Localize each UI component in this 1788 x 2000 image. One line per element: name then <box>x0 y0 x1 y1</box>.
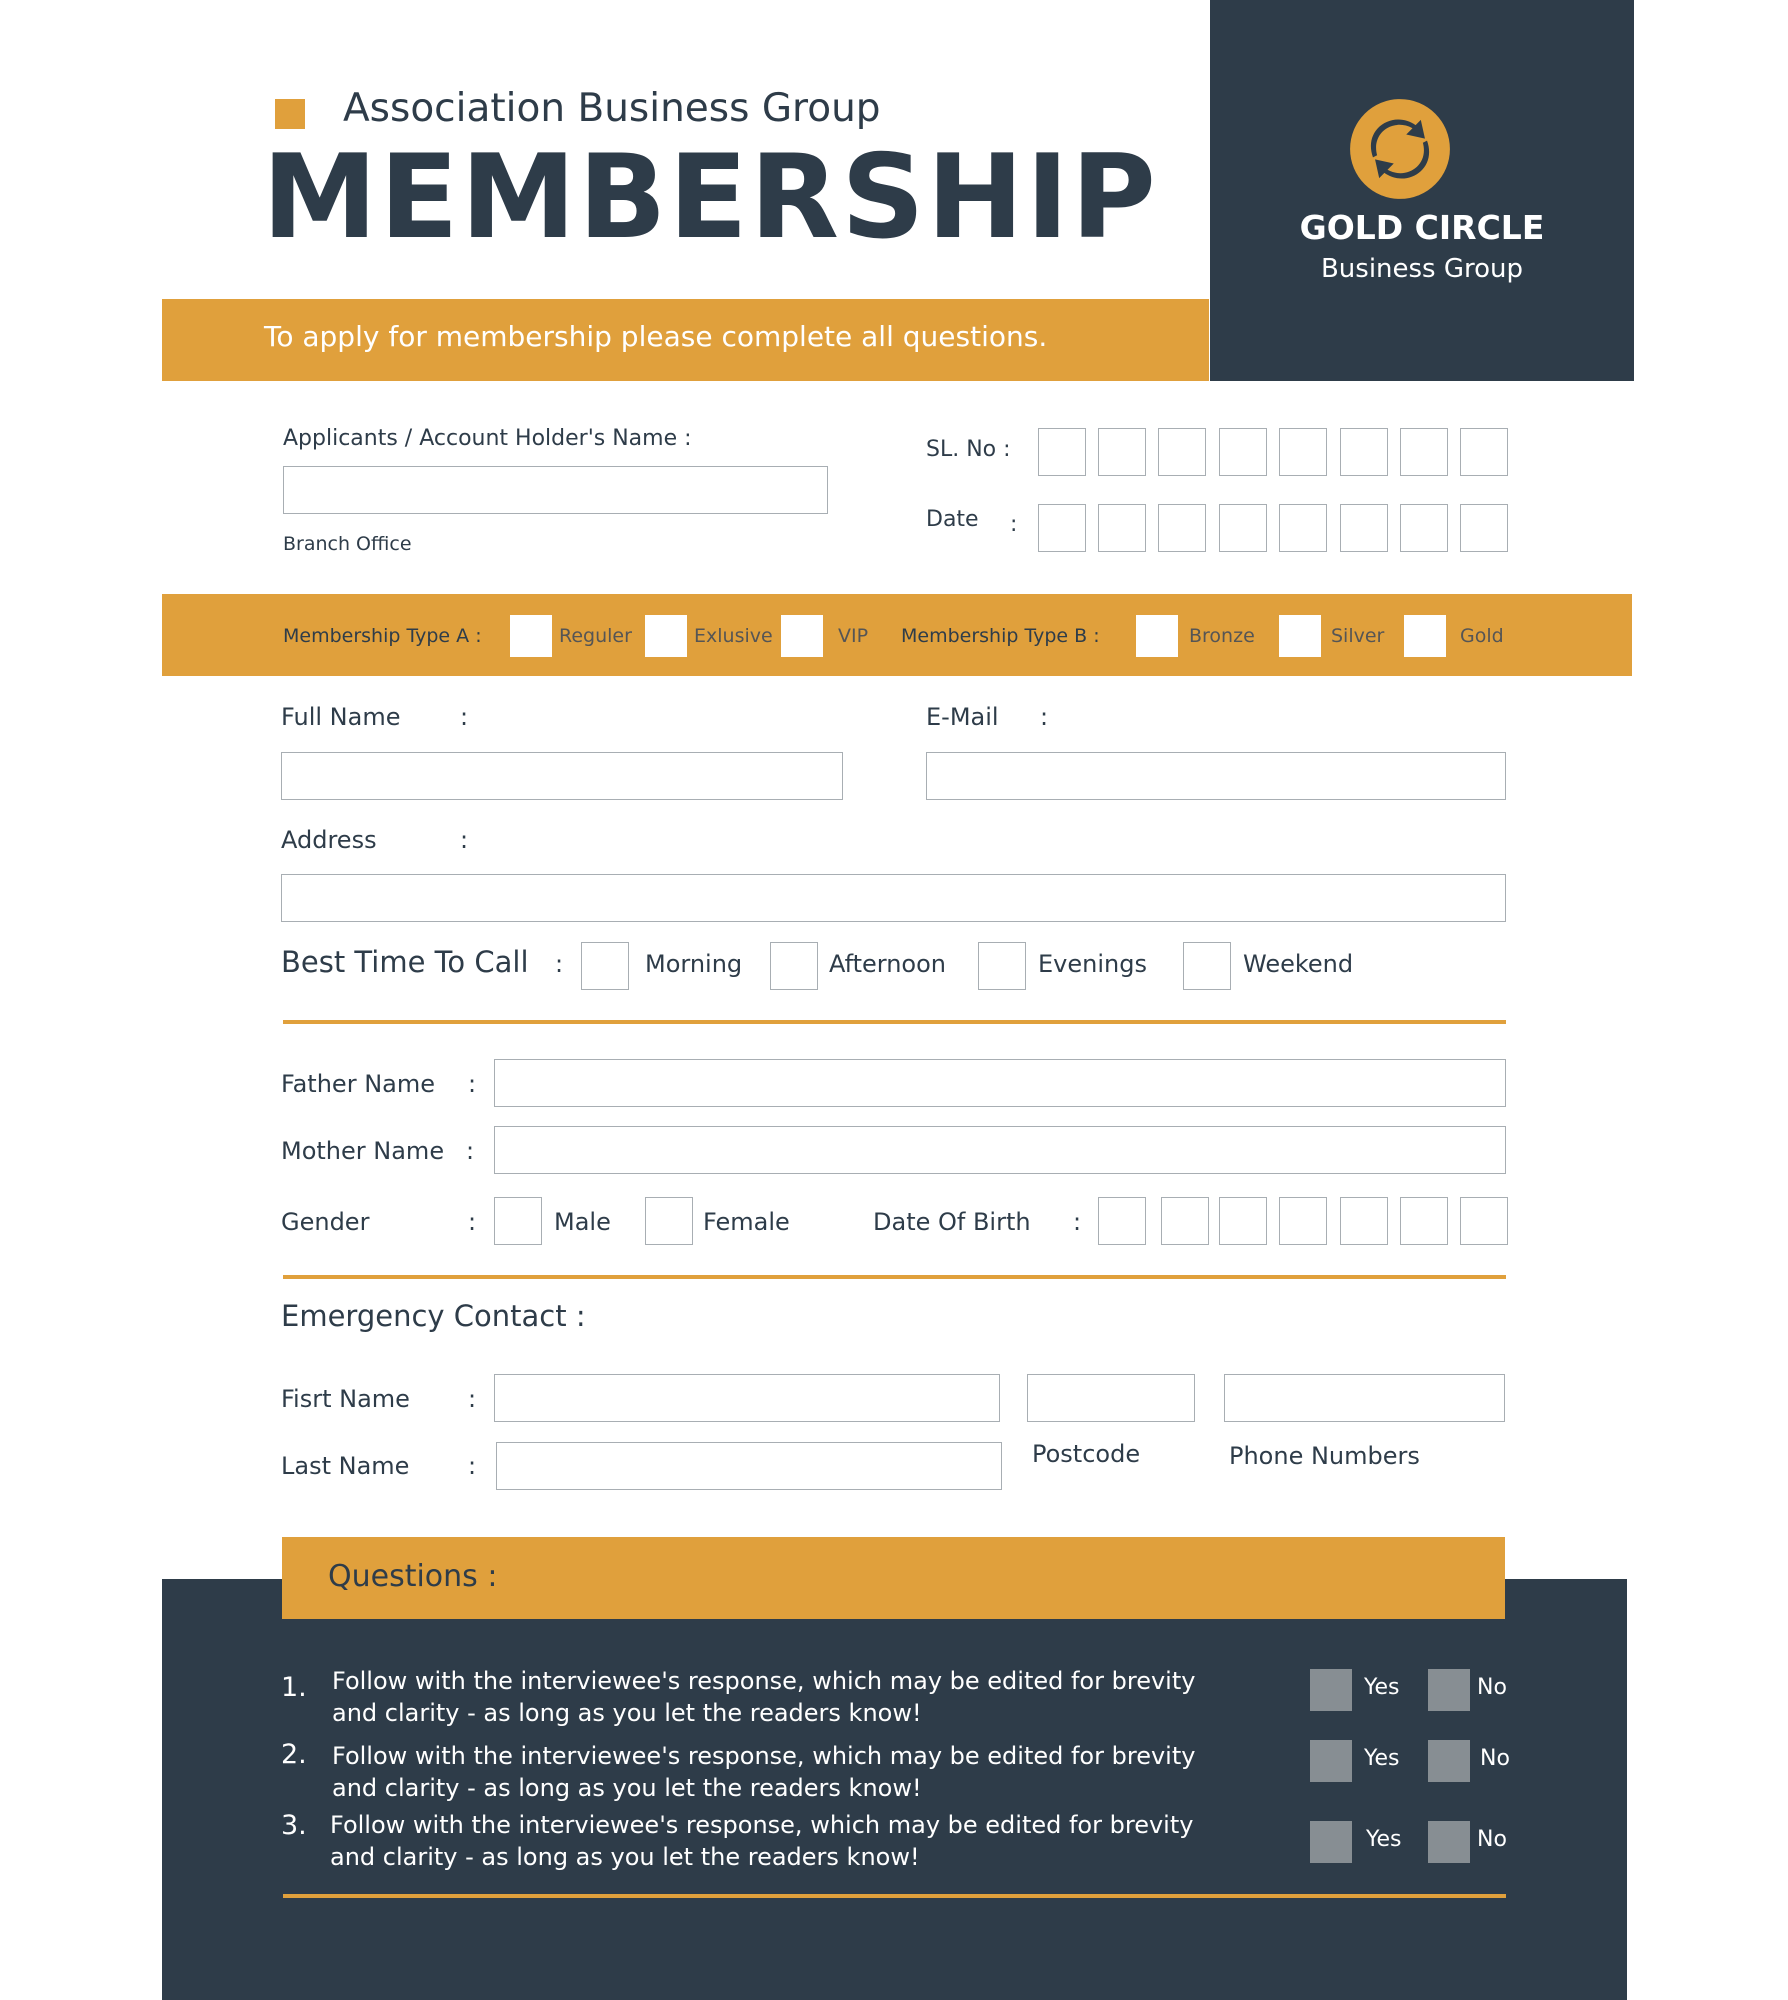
no-label: No <box>1480 1746 1510 1771</box>
father-name-field[interactable] <box>494 1059 1506 1107</box>
question-3-yes-checkbox[interactable] <box>1310 1821 1352 1863</box>
question-2-no-checkbox[interactable] <box>1428 1740 1470 1782</box>
option-gold-label: Gold <box>1460 625 1504 647</box>
mother-name-field[interactable] <box>494 1126 1506 1174</box>
dob-digit-box[interactable] <box>1161 1197 1209 1245</box>
yes-label: Yes <box>1364 1675 1400 1700</box>
logo-name: GOLD CIRCLE <box>1299 208 1545 247</box>
option-evenings-label: Evenings <box>1038 950 1147 978</box>
no-label: No <box>1477 1675 1507 1700</box>
email-label: E-Mail <box>926 703 999 731</box>
dob-digit-box[interactable] <box>1279 1197 1327 1245</box>
dob-digit-box[interactable] <box>1340 1197 1388 1245</box>
checkbox-male[interactable] <box>494 1197 542 1245</box>
first-name-label: Fisrt Name <box>281 1385 410 1413</box>
checkbox-morning[interactable] <box>581 942 629 990</box>
sl-no-digit-box[interactable] <box>1400 428 1448 476</box>
option-afternoon-label: Afternoon <box>829 950 946 978</box>
question-number: 1. <box>281 1672 307 1703</box>
last-name-label: Last Name <box>281 1452 410 1480</box>
sl-no-digit-box[interactable] <box>1219 428 1267 476</box>
emergency-last-name-field[interactable] <box>496 1442 1002 1490</box>
yes-label: Yes <box>1366 1827 1402 1852</box>
dob-digit-box[interactable] <box>1098 1197 1146 1245</box>
sl-no-digit-box[interactable] <box>1158 428 1206 476</box>
sl-no-digit-box[interactable] <box>1038 428 1086 476</box>
option-weekend-label: Weekend <box>1243 950 1354 978</box>
questions-divider <box>283 1894 1506 1898</box>
instruction-text: To apply for membership please complete all questions. <box>264 320 1048 353</box>
applicant-name-label: Applicants / Account Holder's Name : <box>283 426 692 451</box>
applicant-name-field[interactable] <box>283 466 828 514</box>
question-3-no-checkbox[interactable] <box>1428 1821 1470 1863</box>
membership-type-b-label: Membership Type B : <box>901 625 1100 647</box>
no-label: No <box>1477 1827 1507 1852</box>
question-number: 2. <box>281 1739 307 1770</box>
question-text: Follow with the interviewee's response, which may be edited for brevity and clarity - as long as you let the readers know! <box>332 1742 1196 1802</box>
sl-no-label: SL. No : <box>926 437 1011 462</box>
organization-name: Association Business Group <box>343 86 881 131</box>
questions-title: Questions : <box>328 1559 498 1594</box>
checkbox-bronze[interactable] <box>1136 615 1178 657</box>
question-1-no-checkbox[interactable] <box>1428 1669 1470 1711</box>
last-name-colon: : <box>468 1452 477 1480</box>
emergency-contact-title: Emergency Contact : <box>281 1299 586 1333</box>
date-digit-box[interactable] <box>1460 504 1508 552</box>
checkbox-female[interactable] <box>645 1197 693 1245</box>
brand-square-icon <box>275 99 305 129</box>
option-vip-label: VIP <box>838 625 869 647</box>
best-time-label: Best Time To Call <box>281 945 529 979</box>
membership-type-a-label: Membership Type A : <box>283 625 482 647</box>
checkbox-reguler[interactable] <box>510 615 552 657</box>
date-digit-box[interactable] <box>1279 504 1327 552</box>
option-morning-label: Morning <box>645 950 743 978</box>
first-name-colon: : <box>468 1385 477 1413</box>
branch-office-label: Branch Office <box>283 533 412 555</box>
sl-no-digit-box[interactable] <box>1340 428 1388 476</box>
date-digit-box[interactable] <box>1219 504 1267 552</box>
option-bronze-label: Bronze <box>1189 625 1255 647</box>
checkbox-silver[interactable] <box>1279 615 1321 657</box>
sl-no-digit-box[interactable] <box>1279 428 1327 476</box>
option-female-label: Female <box>703 1208 790 1236</box>
date-label: Date <box>926 507 979 532</box>
dob-digit-box[interactable] <box>1400 1197 1448 1245</box>
emergency-first-name-field[interactable] <box>494 1374 1000 1422</box>
section-divider <box>283 1275 1506 1279</box>
full-name-label: Full Name <box>281 703 401 731</box>
option-male-label: Male <box>554 1208 611 1236</box>
gold-circle-logo-icon <box>1348 97 1452 201</box>
father-name-colon: : <box>468 1070 477 1098</box>
logo-subtitle: Business Group <box>1320 254 1524 284</box>
option-exlusive-label: Exlusive <box>694 625 773 647</box>
date-colon: : <box>1010 512 1018 537</box>
page-title: MEMBERSHIP <box>262 130 1158 265</box>
date-digit-box[interactable] <box>1098 504 1146 552</box>
question-number: 3. <box>281 1810 307 1841</box>
address-label: Address <box>281 826 377 854</box>
phone-numbers-label: Phone Numbers <box>1229 1442 1420 1470</box>
date-digit-box[interactable] <box>1400 504 1448 552</box>
phone-numbers-field[interactable] <box>1224 1374 1505 1422</box>
question-text: Follow with the interviewee's response, which may be edited for brevity and clarity - as long as you let the readers know! <box>330 1811 1194 1871</box>
sl-no-digit-box[interactable] <box>1098 428 1146 476</box>
sl-no-digit-box[interactable] <box>1460 428 1508 476</box>
postcode-label: Postcode <box>1032 1440 1141 1468</box>
date-digit-box[interactable] <box>1340 504 1388 552</box>
yes-label: Yes <box>1364 1746 1400 1771</box>
section-divider <box>283 1020 1506 1024</box>
father-name-label: Father Name <box>281 1070 435 1098</box>
date-of-birth-colon: : <box>1073 1208 1082 1236</box>
email-colon: : <box>1040 703 1049 731</box>
mother-name-colon: : <box>466 1137 475 1165</box>
date-digit-box[interactable] <box>1158 504 1206 552</box>
checkbox-weekend[interactable] <box>1183 942 1231 990</box>
question-2-yes-checkbox[interactable] <box>1310 1740 1352 1782</box>
dob-digit-box[interactable] <box>1460 1197 1508 1245</box>
address-colon: : <box>460 826 469 854</box>
question-text: Follow with the interviewee's response, which may be edited for brevity and clarity - as long as you let the readers know! <box>332 1667 1196 1727</box>
email-field[interactable] <box>926 752 1506 800</box>
dob-digit-box[interactable] <box>1219 1197 1267 1245</box>
mother-name-label: Mother Name <box>281 1137 445 1165</box>
checkbox-afternoon[interactable] <box>770 942 818 990</box>
question-1-yes-checkbox[interactable] <box>1310 1669 1352 1711</box>
address-field[interactable] <box>281 874 1506 922</box>
gender-colon: : <box>468 1208 477 1236</box>
date-digit-box[interactable] <box>1038 504 1086 552</box>
date-of-birth-label: Date Of Birth <box>873 1208 1031 1236</box>
checkbox-gold[interactable] <box>1404 615 1446 657</box>
checkbox-exlusive[interactable] <box>645 615 687 657</box>
postcode-field[interactable] <box>1027 1374 1195 1422</box>
best-time-colon: : <box>555 950 564 978</box>
checkbox-vip[interactable] <box>781 615 823 657</box>
full-name-colon: : <box>460 703 469 731</box>
gender-label: Gender <box>281 1208 370 1236</box>
full-name-field[interactable] <box>281 752 843 800</box>
option-reguler-label: Reguler <box>559 625 632 647</box>
checkbox-evenings[interactable] <box>978 942 1026 990</box>
option-silver-label: Silver <box>1331 625 1385 647</box>
